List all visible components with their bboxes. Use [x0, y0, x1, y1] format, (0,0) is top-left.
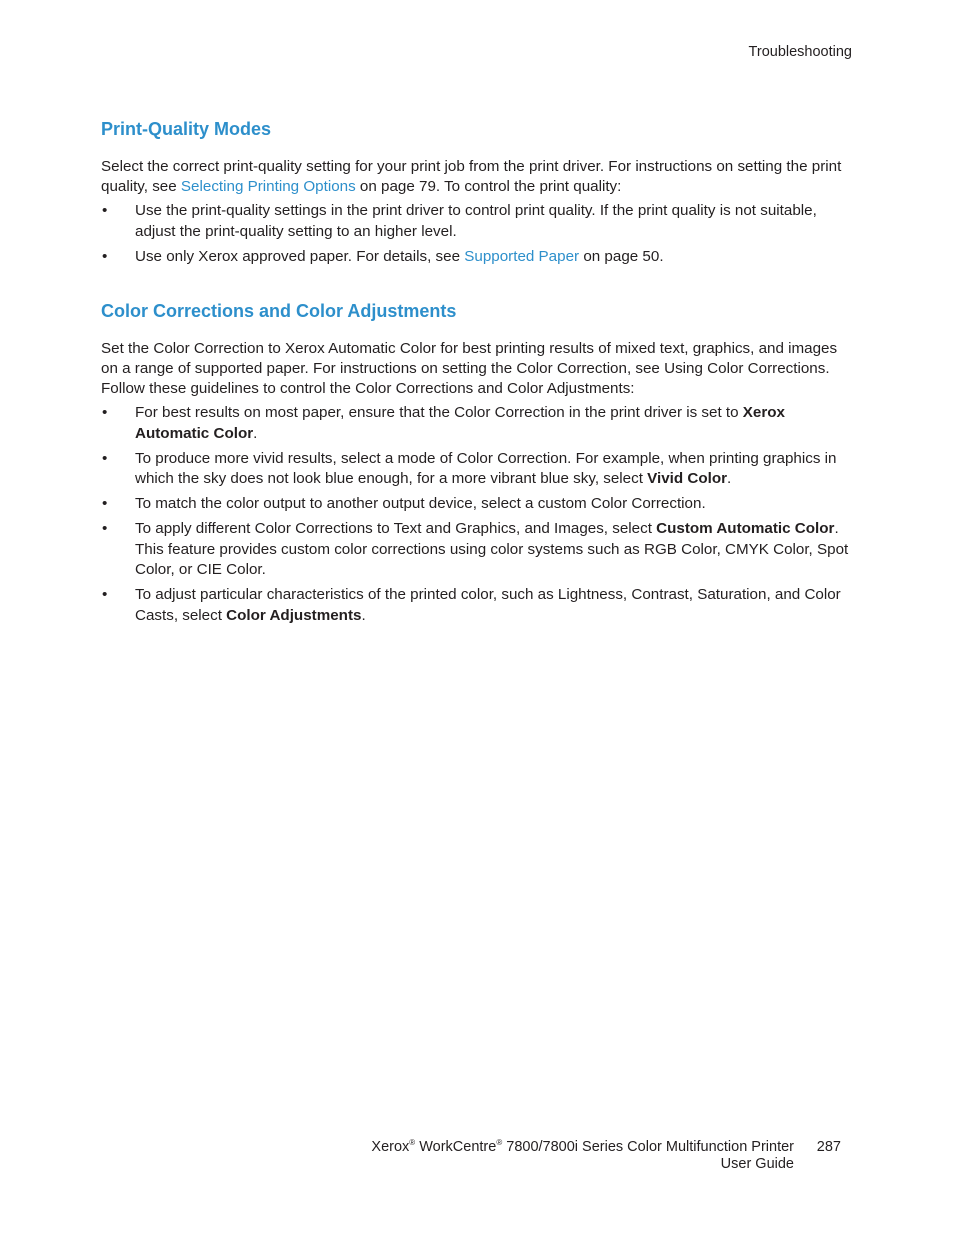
list-item-text-end: .	[253, 424, 258, 442]
bullet: •	[102, 247, 108, 265]
link-selecting-printing-options[interactable]: Selecting Printing Options	[180, 178, 356, 195]
list-item-text-end: . This feature provides custom color corrections using color systems such as RGB Color, CMYK Color, Spot Color, or CIE Color.	[135, 520, 849, 578]
bullet: •	[102, 586, 108, 603]
footer-model: 7800/7800i Series Color Multifunction Printer	[506, 1139, 794, 1155]
list-item-text: To produce more vivid results, select a mode of Color Correction. For example, when printing graphics in which the sky does not look blue enough, for a more vibrant blue sky, select	[135, 449, 837, 487]
option-xerox-automatic-color: Xerox Automatic Color	[135, 404, 785, 442]
bullet: •	[102, 404, 108, 421]
intro-text: Select the correct print-quality setting for your print job from the print driver. For instructions on setting the print quality, see	[101, 158, 842, 195]
list-item	[101, 247, 851, 268]
footer-brand: Xerox	[371, 1139, 410, 1155]
list-item-text: To adjust particular characteristics of the printed color, such as Lightness, Contrast, Saturation, and Color Casts, select	[135, 586, 841, 624]
registered-mark: ®	[496, 1138, 503, 1148]
page-number: 287	[816, 1139, 841, 1155]
bullet: •	[102, 520, 108, 537]
bullet: •	[102, 495, 108, 512]
footer-doc-title: User Guide	[720, 1156, 794, 1172]
option-custom-automatic-color: Custom Automatic Color	[656, 520, 835, 537]
list-item	[101, 494, 851, 515]
option-color-adjustments: Color Adjustments	[226, 606, 362, 624]
registered-mark: ®	[409, 1138, 416, 1148]
list-item-text: To apply different Color Corrections to Text and Graphics, and Images, select	[135, 520, 657, 537]
color-guidelines-list	[101, 403, 851, 631]
list-item	[101, 201, 851, 242]
footer-product-line	[371, 1139, 794, 1156]
footer-product-name: WorkCentre	[419, 1139, 497, 1155]
list-item	[101, 585, 851, 626]
bullet: •	[102, 202, 108, 219]
intro-text-end: on page 79. To control the print quality:	[355, 178, 622, 195]
print-quality-intro	[101, 157, 851, 197]
list-item-text-end: on page 50.	[579, 247, 664, 265]
list-item	[101, 519, 851, 581]
option-vivid-color: Vivid Color	[647, 470, 728, 487]
color-intro: Set the Color Correction to Xerox Automatic Color for best printing results of mixed text, graphics, and images on a range of supported paper. For instructions on setting the Color Correction, see Using Color Corrections. Follow these guidelines to control the Color Corrections and Color Adjustments:	[101, 340, 838, 397]
bullet: •	[102, 449, 108, 467]
link-supported-paper[interactable]: Supported Paper	[464, 247, 580, 265]
list-item-text: Use the print-quality settings in the print driver to control print quality. If the print quality is not suitable, adjust the print-quality setting to an higher level.	[135, 202, 817, 240]
running-header: Troubleshooting	[748, 44, 852, 60]
list-item	[101, 403, 851, 444]
list-item-text: To match the color output to another output device, select a custom Color Correction.	[135, 495, 706, 512]
list-item	[101, 449, 851, 490]
list-item-text-end: .	[727, 470, 732, 487]
list-item-text: Use only Xerox approved paper. For details, see	[135, 247, 465, 265]
heading-print-quality-modes: Print-Quality Modes	[101, 119, 272, 139]
list-item-text: For best results on most paper, ensure that the Color Correction in the print driver is set to	[135, 404, 743, 421]
heading-color-corrections: Color Corrections and Color Adjustments	[101, 301, 457, 321]
print-quality-list	[101, 201, 851, 272]
list-item-text-end: .	[361, 606, 366, 624]
footer-product	[371, 1139, 794, 1173]
